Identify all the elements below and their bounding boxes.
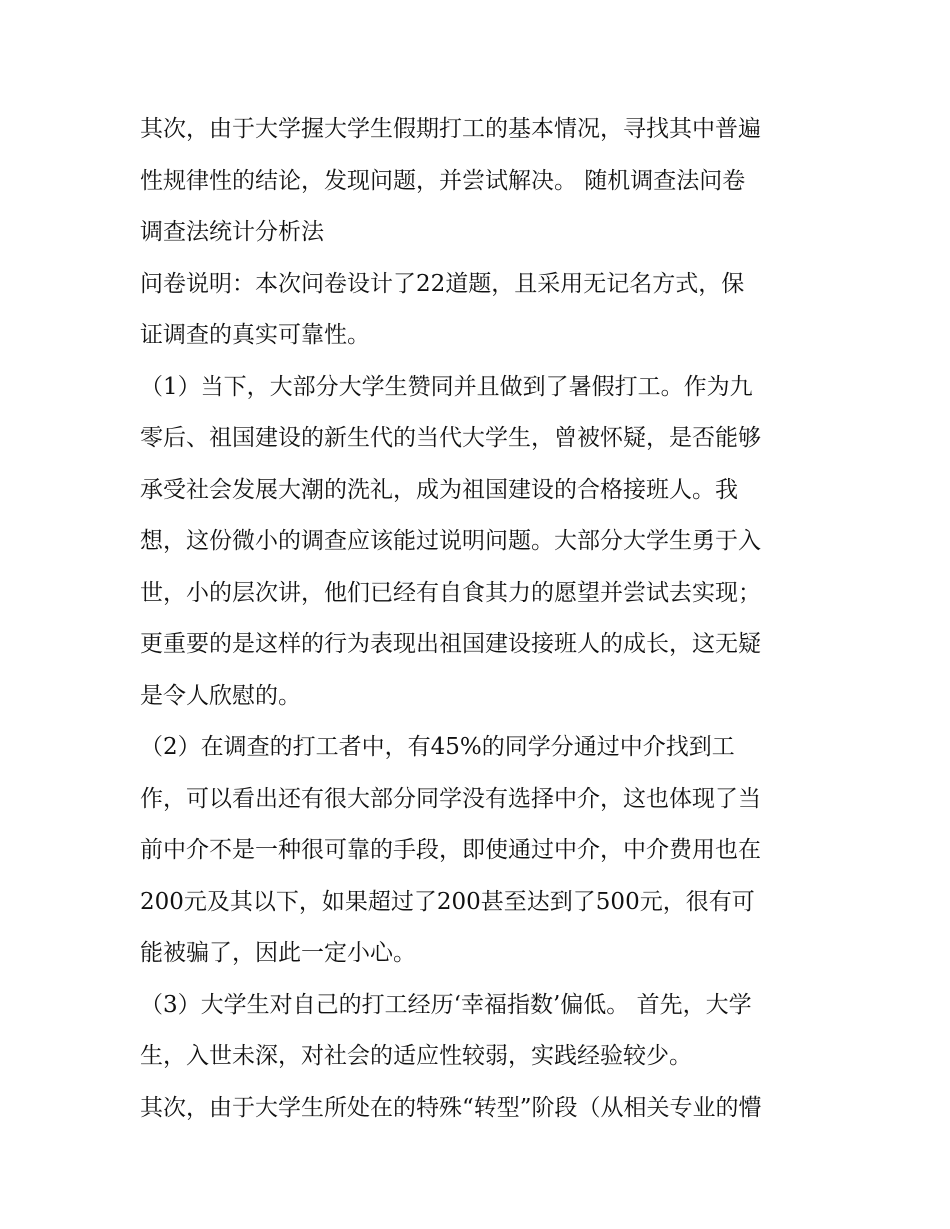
text-line: 调查法统计分析法 (140, 219, 324, 245)
text-line: 零后、祖国建设的新生代的当代大学生，曾被怀疑，是否能够 (140, 425, 761, 451)
text-line: 能被骗了，因此一定小心。 (140, 940, 416, 966)
text-line: 是令人欣慰的。 (140, 682, 301, 709)
text-line: 世，小的层次讲，他们已经有自食其力的愿望并尝试去实现； (140, 579, 761, 606)
text-line: （3）大学生对自己的打工经历‘幸福指数’偏低。 首先，大学 (140, 991, 752, 1018)
text-line: （2）在调查的打工者中，有45%的同学分通过中介找到工 (140, 734, 735, 760)
text-line: 更重要的是这样的行为表现出祖国建设接班人的成长，这无疑 (140, 631, 761, 657)
text-line: 想，这份微小的调查应该能过说明问题。大部分大学生勇于入 (140, 528, 761, 554)
text-line: 问卷说明：本次问卷设计了22道题，且采用无记名方式，保 (140, 270, 745, 297)
text-line: 承受社会发展大潮的洗礼，成为祖国建设的合格接班人。我 (140, 476, 738, 503)
text-line: 证调查的真实可靠性。 (140, 322, 370, 348)
text-line: 性规律性的结论，发现问题，并尝试解决。 随机调查法问卷 (140, 167, 746, 194)
text-line: 生，入世未深，对社会的适应性较弱，实践经验较少。 (140, 1043, 692, 1069)
text-line: 前中介不是一种很可靠的手段，即使通过中介，中介费用也在 (140, 837, 761, 863)
text-line: 其次，由于大学握大学生假期打工的基本情况，寻找其中普遍 (140, 116, 761, 142)
text-line: 200元及其以下，如果超过了200甚至达到了500元，很有可 (140, 888, 755, 915)
text-line: 其次，由于大学生所处在的特殊“转型”阶段（从相关专业的懵 (140, 1094, 762, 1121)
body-text (140, 104, 820, 1134)
text-line: （1）当下，大部分大学生赞同并且做到了暑假打工。作为九 (140, 373, 753, 400)
text-line: 作，可以看出还有很大部分同学没有选择中介，这也体现了当 (140, 785, 761, 812)
